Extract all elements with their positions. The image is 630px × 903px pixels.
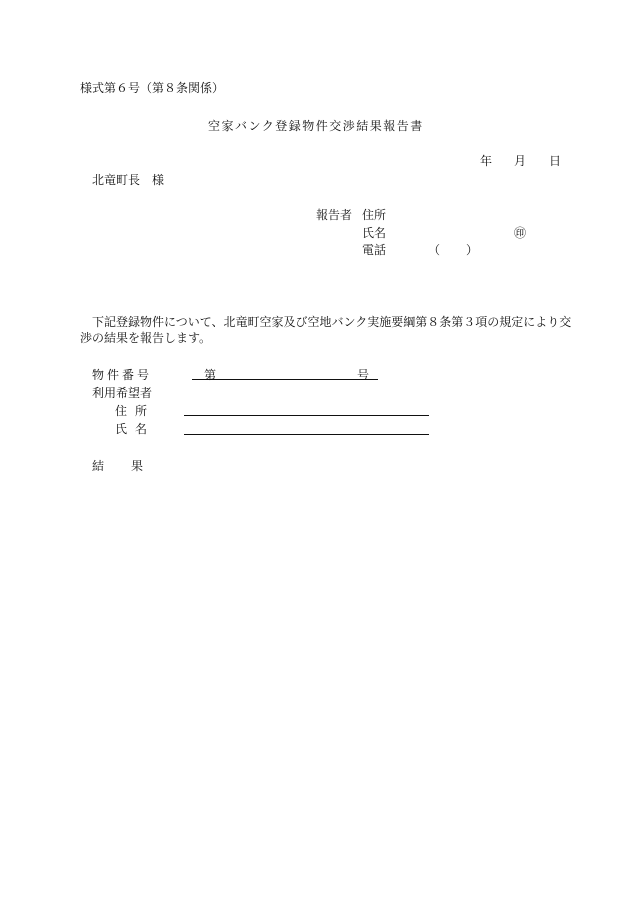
property-number-field-line	[192, 379, 378, 380]
result-label: 結果	[92, 459, 171, 473]
applicant-name-field-line	[184, 434, 429, 435]
phone-paren-open: （	[428, 243, 441, 257]
phone-paren-close: ）	[466, 243, 479, 257]
property-number-label: 物件番号	[92, 368, 153, 382]
date-day-label: 日	[549, 154, 562, 168]
form-number: 様式第６号（第８条関係）	[80, 81, 225, 95]
applicant-label: 利用希望者	[92, 386, 153, 400]
date-year-label: 年	[480, 154, 493, 168]
applicant-name-label: 氏名	[115, 422, 156, 436]
reporter-label: 報告者	[316, 208, 353, 222]
date-month-label: 月	[514, 154, 527, 168]
reporter-address-label: 住所	[362, 208, 387, 222]
body-text-line-2: 渉の結果を報告します。	[80, 331, 212, 345]
property-number-suffix: 号	[357, 368, 370, 382]
reporter-phone-label: 電話	[362, 243, 387, 257]
reporter-name-label: 氏名	[362, 226, 387, 240]
applicant-address-label: 住所	[115, 404, 156, 418]
applicant-address-field-line	[184, 415, 429, 416]
property-number-prefix: 第	[204, 368, 217, 382]
seal-mark-icon: ㊞	[514, 226, 527, 240]
addressee: 北竜町長 様	[92, 173, 165, 187]
document-title: 空家バンク登録物件交渉結果報告書	[208, 119, 424, 133]
body-text-line-1: 下記登録物件について、北竜町空家及び空地バンク実施要綱第８条第３項の規定により交	[92, 315, 572, 329]
